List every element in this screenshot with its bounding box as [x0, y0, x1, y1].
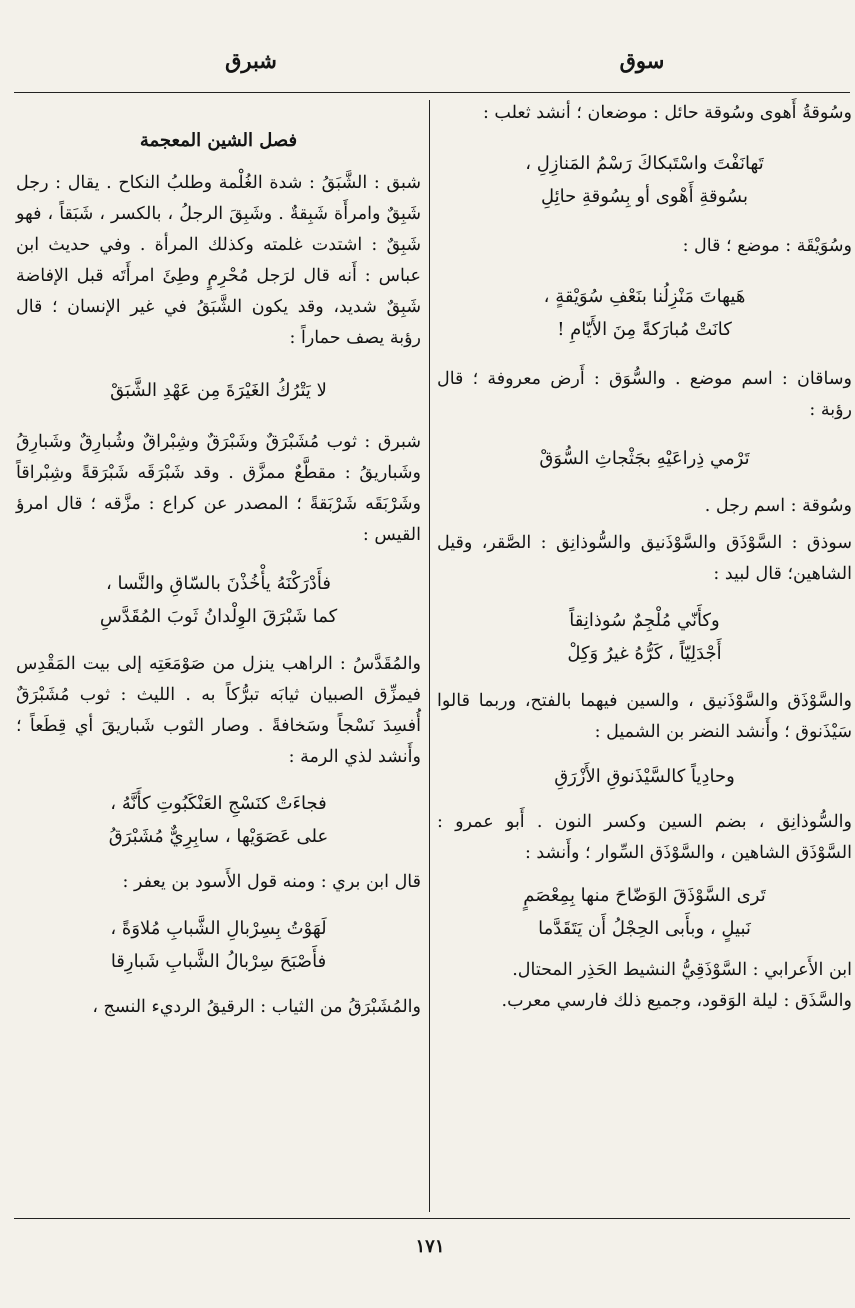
verse-line: فجاءَتْ كنَسْجِ العَنْكَبُوتِ كأَنَّهُ ،	[110, 793, 327, 814]
entry-text: وسُوَيْقَة : موضع ؛ قال :	[682, 236, 852, 256]
verse-line: هَيهاتَ مَنْزِلُنا بنَعْفِ سُوَيْقةٍ ،	[543, 286, 746, 307]
verse-line: نَبيلٍ ، وبأَبى الحِجْلُ أَن يَتَقَدَّما	[538, 918, 751, 939]
verse-line: تَرْمي ذِراعَيْهِ بجَثْجاثِ السُّوَقْ	[539, 448, 750, 469]
bottom-rule	[14, 1218, 850, 1219]
entry-text: وسُوقةُ أَهوى وسُوقة حائل : موضعان ؛ أنشد ثعلب :	[482, 103, 852, 123]
entry-text: والمُشَبْرَقُ من الثياب : الرقيقُ الرديء النسج ،	[92, 997, 421, 1017]
verse-line: فأَصْبَحَ سِرْبالُ الشَّبابِ شَبارِقا	[110, 951, 327, 972]
verse-line: كانَتْ مُبارَكةً مِنَ الأَيّامِ !	[557, 319, 732, 340]
entry-text: والمُقَدَّسُ : الراهب ينزل من صَوْمَعَتِه إلى بيت المَقْدِس فيمزِّق الصبيان ثيابَه تبرُّكاً به . الليث : ثوب مُشَبْرَقٌ أُفسِدَ نَسْجاً وسَخافةً . وصار الثوب شَباريقَ أي قِطَعاً ؛ وأَنشد لذي الرمة :	[16, 654, 421, 767]
running-header-left: شبرق	[225, 48, 277, 73]
verse-line: تَرى السَّوْذَقَ الوَضّاحَ منها بِمِعْصَمٍ	[523, 885, 766, 906]
entry-text-sawdhaq: سوذق : السَّوْذَق والسَّوْذَنيق والسُّوذانِق : الصَّقر، وقيل الشاهين؛ قال لبيد :	[437, 533, 852, 584]
entry-text-shabaq: شبق : الشَّبَقُ : شدة الغُلْمة وطلبُ النكاح . يقال : رجل شَبِقٌ وامرأَة شَبِقةٌ . وشَبِقَ الرجلُ ، بالكسر ، شَبَقاً ، فهو شَبِقٌ : اشتدت غلمته وكذلك المرأة . وفي حديث ابن عباس : أَنه قال لرَجل مُحْرِمٍ وطِئَ امرأَتَه قبل الإفاضة شَبِقٌ شديد، وقد يكون الشَّبَقُ في غير الإنسان ؛ قال رؤبة يصف حماراً :	[16, 173, 422, 348]
verse-line: وكأَنّي مُلْجِمٌ سُوذانِقاً	[569, 610, 720, 631]
running-header-right: سوق	[619, 48, 665, 73]
section-heading: فصل الشين المعجمة	[139, 130, 298, 151]
verse-line: فأَدْرَكْنَهُ يأْخُذْنَ بالسّاقِ والنَّسا ،	[105, 573, 332, 594]
verse-line: بسُوقةِ أَهْوى أو بِسُوقةِ حائِلِ	[541, 186, 748, 207]
verse-line: كما شَبْرَقَ الوِلْدانُ ثَوبَ المُقَدَّسِ	[99, 606, 338, 627]
entry-text: والسُّوذانِق ، بضم السين وكسر النون . أَبو عمرو : السَّوْذَق الشاهين ، والسَّوْذَق السِّوار ؛ وأَنشد :	[437, 812, 852, 863]
entry-text-shabraq: شبرق : ثوب مُشَبْرَقٌ وشَبْرَقٌ وشِبْراقٌ وشُبارِقٌ وشَبارِقُ وشَباريقُ : مقطَّعٌ ممزَّق . وقد شَبْرَقَه شَبْرَقةً وشِبْراقاً وشَرْبَقَه شَرْبَقةً ؛ المصدر عن كراع : مزَّقه ؛ قال امرؤ القيس :	[16, 432, 421, 545]
verse-line: تَهانَفْتَ واسْتَبكاكَ رَسْمُ المَنازِلِ ،	[525, 153, 764, 174]
entry-text: وسُوقة : اسم رجل .	[704, 496, 852, 516]
entry-text: قال ابن بري : ومنه قول الأَسود بن يعفر :	[122, 872, 421, 892]
right-column	[437, 98, 852, 1017]
verse-line: لَهَوْتُ بِسِرْبالِ الشَّبابِ مُلاوَةً ،	[110, 918, 327, 939]
top-rule	[14, 92, 850, 93]
entry-text: والسَّوْذَق والسَّوْذَنيق ، والسين فيهما بالفتح، وربما قالوا سَيْذَنوق ؛ وأَنشد النضر بن الشميل :	[437, 691, 852, 742]
verse-line: أَجْدَلِيّاً ، كَرُّهُ غيرُ وَكِلْ	[567, 643, 722, 664]
verse-line: لا يَتْرُكُ الغَيْرَةَ مِن عَهْدِ الشَّبَقْ	[110, 380, 327, 401]
entry-text: وساقان : اسم موضع . والسُّوَق : أَرض معروفة ؛ قال رؤبة :	[437, 369, 852, 420]
left-column	[16, 98, 421, 1023]
page-number: ١٧١	[415, 1236, 445, 1257]
entry-text: والسَّذَق : ليلة الوَقود، وجميع ذلك فارسي معرب.	[501, 991, 852, 1011]
verse-line: وحادِياً كالسَّيْذَنوقِ الأَزْرَقِ	[554, 766, 735, 787]
column-divider	[429, 100, 430, 1212]
entry-text: ابن الأَعرابي : السَّوْذَقِيُّ النشيط الحَذِر المحتال.	[512, 960, 852, 980]
verse-line: على عَصَوَيْها ، سابِرِيٌّ مُشَبْرَقُ	[108, 826, 329, 847]
